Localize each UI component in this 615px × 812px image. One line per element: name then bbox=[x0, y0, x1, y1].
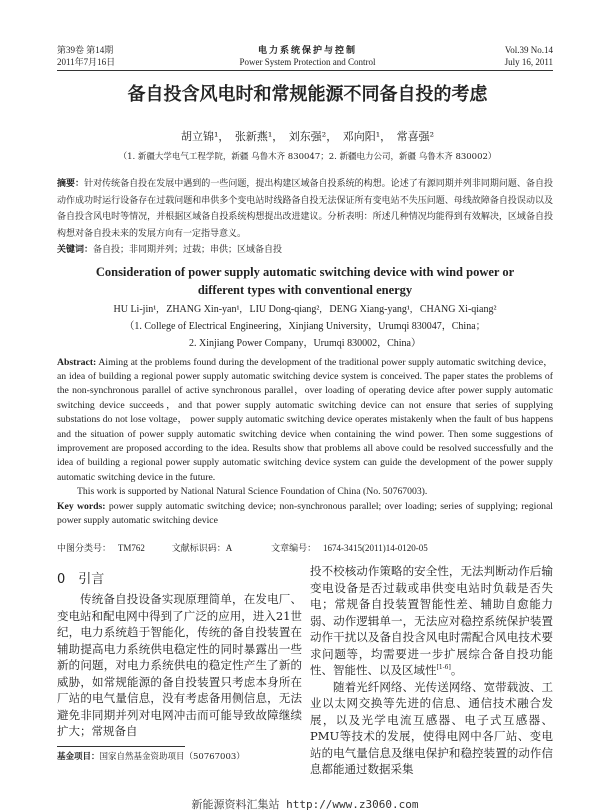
footnote-funding bbox=[57, 751, 302, 764]
authors-en: HU Li-jin¹, ZHANG Xin-yan¹, LIU Dong-qiang², DENG Xiang-yang¹, CHANG Xi-qiang² bbox=[113, 303, 497, 315]
abstract-cn bbox=[57, 176, 553, 242]
date-cn: 2011年7月16日 bbox=[57, 57, 116, 67]
intro-left-paragraph: 传统备自投设备实现原理简单，在发电厂、变电站和配电网中得到了广泛的应用，进入21世纪，电力系统趋于智能化，传统的备自投装置在辅助提高电力系统供电稳定性的同时暴露出一些新的问题，对电力系统供电的稳定性产生了新的威胁，如常规能源的备自投装置只考虑本身所在厂站的电气量信息，没有考虑备用侧信息，无法避免非同期并列对电网冲击而可能导致故障继续扩大；常规备自 bbox=[57, 592, 302, 739]
section-heading: 0 引言 bbox=[57, 572, 105, 588]
abstract-en-label: Abstract: bbox=[57, 356, 97, 368]
affiliation-cn: （1. 新疆大学电气工程学院，新疆 乌鲁木齐 830047；2. 新疆电力公司，新疆 乌鲁木齐 830002） bbox=[118, 152, 497, 162]
keywords-cn bbox=[57, 242, 553, 259]
funding-statement-en: This work is supported by National Natural Science Foundation of China (No. 50767003). bbox=[77, 486, 428, 498]
journal-name-cn: 电力系统保护与控制 bbox=[257, 45, 357, 55]
paragraph-end: 。 bbox=[450, 663, 463, 678]
left-column bbox=[57, 563, 302, 764]
affiliation-en-2: 2. Xinjiang Power Company，Urumqi 830002，China） bbox=[189, 337, 421, 349]
keywords-en-label: Key words: bbox=[57, 500, 106, 512]
date-en: July 16, 2011 bbox=[504, 57, 553, 67]
affiliation-en-1: （1. College of Electrical Engineering，Xinjiang University，Urumqi 830047，China； bbox=[124, 320, 486, 332]
volume-cn: 第39卷 第14期 bbox=[57, 45, 114, 55]
intro-right-paragraph-1 bbox=[310, 563, 553, 679]
volume-en: Vol.39 No.14 bbox=[504, 45, 553, 55]
doc-code-label: 文献标识码： bbox=[171, 544, 226, 555]
watermark-footer: 新能源资料汇集站 http://www.z3060.com bbox=[191, 797, 419, 811]
clc-value: TM762 bbox=[117, 543, 145, 554]
citation-ref: [1-6] bbox=[436, 664, 451, 672]
two-column-body bbox=[57, 563, 553, 778]
journal-name-en: Power System Protection and Control bbox=[239, 57, 376, 67]
title-cn: 备自投含风电时和常规能源不同备自投的考虑 bbox=[127, 84, 488, 105]
header-rule bbox=[57, 70, 553, 71]
keywords-en-text: power supply automatic switching device; non-synchronous parallel; over loading; series of supplying; regional power supply automatic switching device bbox=[57, 500, 553, 526]
abstract-en-text: Aiming at the problems found during the development of the traditional power supply automatic switching device， an idea of building a regional power supply automatic switching device system is conceived. The paper states the problems of the non-synchronous parallel of active synchronous parallel，over loading of operating device after power supply automatic switching device succeeds，and that power supply automatic switching device can not ensure that series of supplying substations do not lose voltage， power supply automatic switching device operates mistakenly when the fault of bus happens and the situation of power supply automatic switching device when containing the wind power. Then some suggestions of improvement are proposed according to the idea. Results show that problems all above could be resolved successfully and the idea of building a regional power supply automatic switching device system can guide the development of the power supply automatic switching device in the future. bbox=[57, 356, 553, 483]
abstract-cn-label: 摘要： bbox=[57, 179, 85, 189]
article-body bbox=[57, 176, 553, 812]
doc-code-value: A bbox=[225, 543, 233, 554]
intro-right-column bbox=[310, 563, 553, 778]
article-no-value: 1674-3415(2011)14-0120-05 bbox=[323, 543, 428, 554]
keywords-cn-text: 备自投；非同期并列；过载；串供；区域备自投 bbox=[93, 245, 283, 255]
title-en: Consideration of power supply automatic switching device with wind power or different types with conventional energy bbox=[95, 264, 515, 297]
intro-right-paragraph-2: 随着光纤网络、光传送网络、宽带载波、工业以太网交换等先进的信息、通信技术融合发展，以及光学电流互感器、电子式互感器、PMU等技术的发展，使得电网中各厂站、变电站的电气量信息及继电保护和稳控装置的动作信息都能通过数据采集 bbox=[310, 679, 553, 777]
article-no-label: 文章编号： bbox=[271, 544, 317, 555]
abstract-en bbox=[57, 356, 553, 529]
footnote-label: 基金项目： bbox=[57, 751, 100, 762]
paragraph-text: 投不校核动作策略的安全性，无法判断动作后输变电设备是否过载或串供变电站时负载是否失电；常规备自投装置智能性差、辅助自愈能力弱、动作逻辑单一，无法应对稳控系统保护装置动作干扰以及备自投含风电时需配合风电技术要求问题等，均需要进一步扩展综合备自投功能性、智能性、以及区域性 bbox=[310, 564, 553, 678]
authors-cn: 胡立锦¹， 张新燕¹， 刘东强²， 邓向阳¹， 常喜强² bbox=[180, 130, 435, 143]
header-volume-en bbox=[505, 44, 553, 68]
abstract-cn-text: 针对传统备自投在发展中遇到的一些问题，提出构建区域备自投系统的构想。论述了有源同期并列非同期问题、备自投动作成功时运行设备存在过载问题和串供多个变电站时线路备自投无法保证所有变电站不失压问题、母线故障备自投误动以及备自投含风电时等情况，并根据区域备自投系统构想提出改进建议。分析表明：所述几种情况均能得到有效解决，区域备自投构想对备自投未来的发展方向有一定指导意义。 bbox=[57, 179, 553, 239]
clc-label: 中图分类号： bbox=[57, 544, 112, 555]
footnote-rule bbox=[57, 746, 185, 747]
classification-line bbox=[57, 542, 553, 555]
keywords-cn-label: 关键词： bbox=[57, 245, 94, 255]
footnote-text: 国家自然基金资助项目（50767003） bbox=[99, 751, 245, 762]
